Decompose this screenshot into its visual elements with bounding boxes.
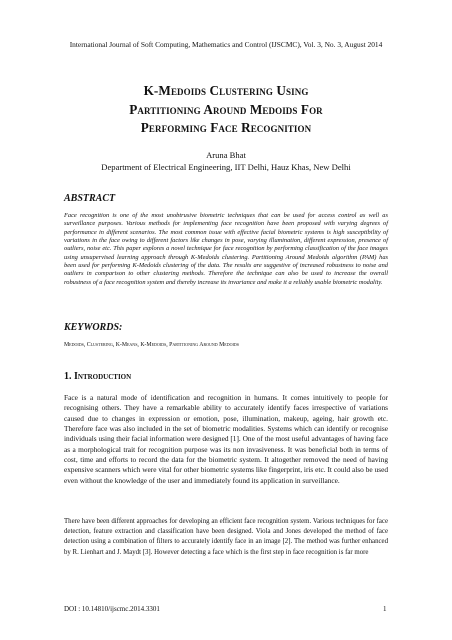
doi-footer: DOI : 10.14810/ijscmc.2014.3301 bbox=[64, 605, 160, 613]
title-line: K-Medoids Clustering Using bbox=[143, 83, 309, 98]
keywords-heading: KEYWORDS: bbox=[64, 322, 123, 333]
journal-header: International Journal of Soft Computing, Mathematics and Control (IJSCMC), Vol. 3, No. 3, August 2014 bbox=[69, 40, 383, 49]
title-line: Performing Face Recognition bbox=[140, 120, 312, 135]
abstract-heading: ABSTRACT bbox=[64, 193, 116, 204]
page-number: 1 bbox=[383, 605, 387, 613]
intro-paragraph: There have been different approaches for developing an efficient face recognition system. Various techniques for face detection, feature extraction and classification have been designed. Viola and Jones developed the method of face detection using a combination of filters to accurately identify face in an image [2]. The method was further enhanced by R. Lienhart and J. Maydt [3]. However detecting a face which is the first step in face recognition is far more bbox=[64, 518, 388, 556]
paper-title bbox=[40, 82, 412, 138]
author-affiliation: Department of Electrical Engineering, IIT Delhi, Hauz Khas, New Delhi bbox=[101, 162, 351, 172]
title-line: Partitioning Around Medoids For bbox=[129, 101, 323, 117]
keywords-text: Medoids, Clustering, K-Means, K-Medoids, Partitioning Around Medoids bbox=[64, 342, 239, 348]
author-name: Aruna Bhat bbox=[206, 150, 246, 160]
abstract-text: Face recognition is one of the most unobtrusive biometric techniques that can be used for access control as well as surveillance purposes. Various methods for implementing face recognition have been proposed with varying degrees of performance in different scenarios. The most common issue with effective facial biometric systems is high susceptibility of variations in the face owing to different factors like changes in pose, varying illumination, different expression, presence of outliers, noise etc. This paper explores a novel technique for face recognition by performing classification of the face images using unsupervised learning approach through K-Medoids clustering. Partitioning Around Medoids algorithm (PAM) has been used for performing K-Medoids clustering of the data. The results are suggestive of increased robustness to noise and outliers in comparison to other clustering methods. Therefore the technique can also be used to increase the overall robustness of a face recognition system and thereby increase its invariance and make it a reliably usable biometric modality. bbox=[64, 212, 388, 286]
section-heading-introduction: 1. Introduction bbox=[64, 371, 132, 382]
intro-paragraph: Face is a natural mode of identification and recognition in humans. It comes intuitively to people for recognising others. They have a remarkable ability to accurately identify faces irrespective of variations caused due to changes in expression or emotion, pose, illumination, makeup, ageing, hair growth etc. Therefore face was also included in the set of biometric modalities. Systems which can identify or recognise individuals using their facial information were designed [1]. One of the most useful advantages of having face as a morphological trait for recognition purpose was its non invasiveness. It was beneficial both in terms of cost, time and efforts to record the data for the biometric system. It altogether removed the need of having expensive scanners which were vital for other biometric systems like fingerprint, iris etc. It could also be used even without the knowledge of the user and immediately found its application in surveillance. bbox=[64, 393, 388, 485]
